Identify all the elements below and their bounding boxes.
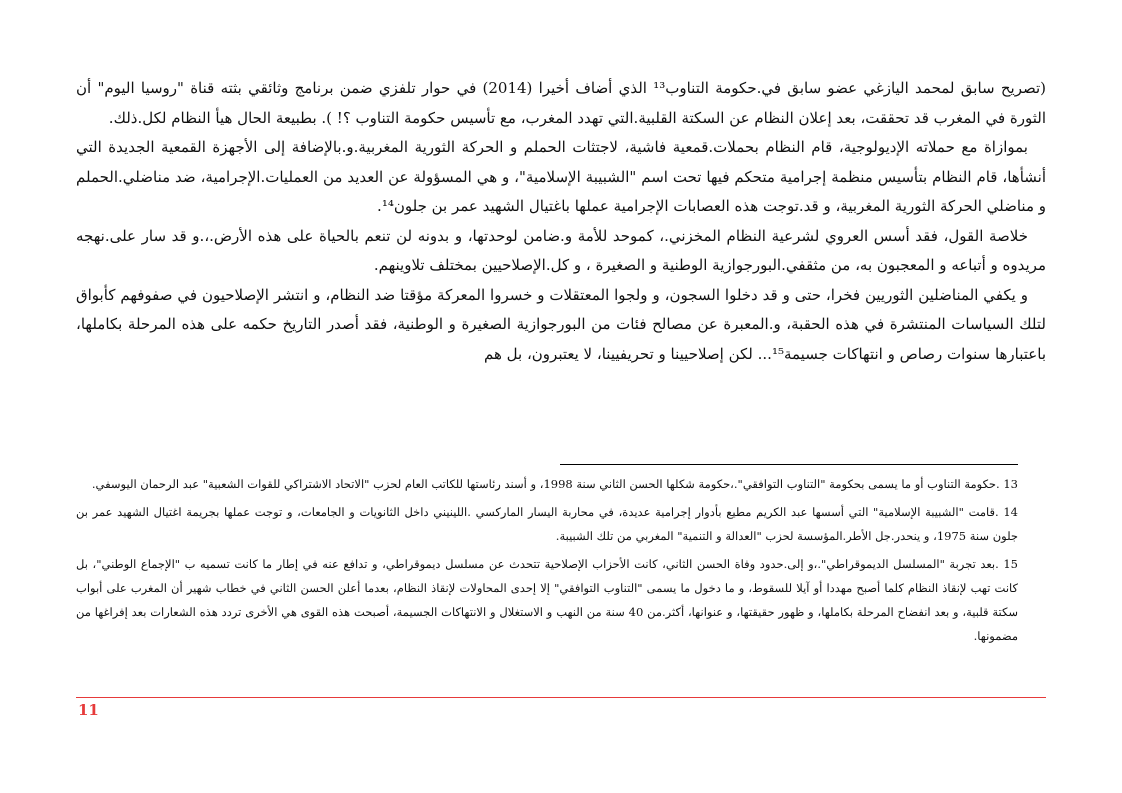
paragraph-3: خلاصة القول، فقد أسس العروي لشرعية النظام المخزني.، كموحد للأمة و.ضامن لوحدتها، و بدونه لن تنعم بالحياة على هذه الأرض.،.و قد سار على.نهجه مريدوه و أتباعه و المعجبون به، من مثقفي.البورجوازية الوطنية و الصغيرة ، و كل.الإصلاحيين بمختلف تلاوينهم.: [76, 226, 1046, 274]
footnote-15: 15 .بعد تجربة "المسلسل الديموقراطي".،و إلى.حدود وفاة الحسن الثاني، كانت الأحزاب الإصلاحية تتحدث عن مسلسل ديموقراطي، و تدافع عنه في إطار ما كانت تسميه ب "الإجماع الوطني"، بل كانت تهب لإنقاذ النظام كلما أصبح مهددا أو آيلا للسقوط، و ما دخول ما يسمى "التناوب التوافقي" إلا إحدى المحاولات لإنقاذ النظام، بعدما أعلن الحسن الثاني في خطاب شهير أن المغرب على أبواب سكتة قلبية، و بعد انفضاح المرحلة بكاملها، و ظهور حقيقتها، و عنوانها، أكثر.من 40 سنة من النهب و الاستغلال و الانتهاكات الجسيمة، أصبحت هذه القوى هي الأخرى تردد هذه الشعارات بعد إفراغها من مضمونها.: [76, 557, 1019, 643]
main-text: [76, 74, 1046, 369]
paragraph-4: و يكفي المناضلين الثوريين فخرا، حتى و قد دخلوا السجون، و ولجوا المعتقلات و خسروا المعركة مؤقتا ضد النظام، و انتشر الإصلاحيون في صفوفهم كأبواق لتلك السياسات المنتشرة في هذه الحقبة، و.المعبرة عن مصالح فئات من البورجوازية الصغيرة و الوطنية، فقد أصدر التاريخ حكمه على هذه المرحلة بكاملها، باعتبارها سنوات رصاص و انتهاكات جسيمة¹⁵... لكن إصلاحيينا و تحريفيينا، لا يعتبرون، بل هم: [76, 285, 1046, 363]
footnote-14: 14 .قامت "الشبيبة الإسلامية" التي أسسها عبد الكريم مطيع بأدوار إجرامية عديدة، في محاربة اليسار الماركسي .اللينيني داخل الثانويات و الجامعات، و توجت عملها بجريمة اغتيال الشهيد عمر بن جلون سنة 1975، و ينحدر.جل الأطر.المؤسسة لحزب "العدالة و التنمية" المغربي من تلك الشبيبة.: [76, 505, 1018, 543]
footnotes-divider: [560, 464, 1018, 465]
paragraph-1: (تصريح سابق لمحمد اليازغي عضو سابق في.حكومة التناوب¹³ الذي أضاف أخيرا (2014) في حوار تلفزي ضمن برنامج وثائقي بثته قناة "روسيا اليوم" أن الثورة في المغرب قد تحققت، بعد إعلان النظام عن السكتة القلبية.التي تهدد المغرب، مع تأسيس حكومة التناوب ؟! ). بطبيعة الحال هيأ النظام لكل.ذلك.: [76, 79, 1047, 127]
footnotes: [76, 470, 1018, 652]
page-footer-rule: [76, 697, 1046, 698]
page-number: 11: [78, 701, 99, 719]
paragraph-2: بموازاة مع حملاته الإديولوجية، قام النظام بحملات.قمعية فاشية، لاجتثات الحملم و الحركة الثورية المغربية.و.بالإضافة إلى الأجهزة القمعية الجديدة التي أنشأها، قام النظام بتأسيس منظمة إجرامية متحكم فيها تحت اسم "الشبيبة الإسلامية"، و هي المسؤولة عن العديد من العمليات.الإجرامية، ضد مناضلي.الحملم و مناضلي الحركة الثورية المغربية، و قد.توجت هذه العصابات الإجرامية عملها باغتيال الشهيد عمر بن جلون¹⁴.: [76, 138, 1046, 215]
footnote-13: 13 .حكومة التناوب أو ما يسمى بحكومة "التناوب التوافقي".،حكومة شكلها الحسن الثاني سنة 1998، و أسند رئاستها للكاتب العام لحزب "الاتحاد الاشتراكي للقوات الشعبية" عبد الرحمان اليوسفي.: [91, 477, 1018, 491]
